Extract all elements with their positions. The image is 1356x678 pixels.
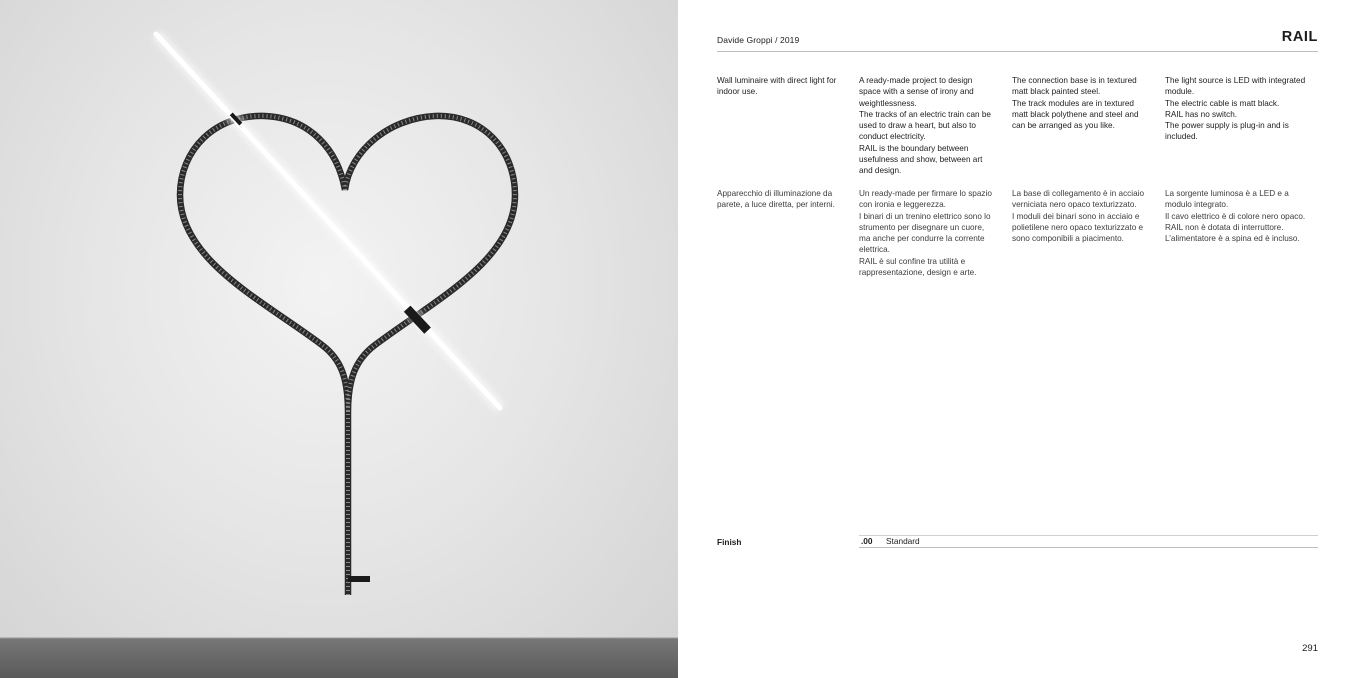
wall-base bbox=[348, 576, 370, 582]
floor bbox=[0, 638, 678, 678]
finish-value: Standard bbox=[886, 536, 920, 546]
italian-usage: Apparecchio di illuminazione da parete, a luce diretta, per interni. bbox=[717, 189, 835, 210]
italian-materials: La base di collegamento è in acciaio verniciata nero opaco texturizzato. I moduli dei binari sono in acciaio e polietilene nero opaco texturizzato e sono componibili a piacimento. bbox=[1012, 189, 1144, 244]
finish-code: .00 bbox=[861, 536, 873, 546]
english-concept: A ready-made project to design space with a sense of irony and weightlessness. The tracks of an electric train can be used to draw a heart, but also to conduct electricity. RAIL is the boundary between usefulness and show, between art and design. bbox=[859, 76, 991, 176]
header-divider bbox=[717, 51, 1318, 52]
author-year: Davide Groppi / 2019 bbox=[717, 35, 800, 45]
english-light-source: The light source is LED with integrated module. The electric cable is matt black. RAIL has no switch. The power supply is plug-in and is included. bbox=[1165, 76, 1306, 142]
page-number: 291 bbox=[1302, 643, 1318, 654]
product-title: RAIL bbox=[1281, 29, 1318, 45]
finish-divider-bottom bbox=[859, 547, 1318, 548]
italian-concept: Un ready-made per firmare lo spazio con ironia e leggerezza. I binari di un trenino elettrico sono lo strumento per disegnare un cuore, ma anche per condurre la corrente elettrica. RAIL è sul confine tra utilità e rappresentazione, design e arte. bbox=[859, 189, 992, 278]
english-materials: The connection base is in textured matt black painted steel. The track modules are in textured matt black polythene and steel and can be arranged as you like. bbox=[1012, 76, 1139, 131]
finish-label: Finish bbox=[717, 537, 742, 547]
italian-light-source: La sorgente luminosa è a LED e a modulo integrato. Il cavo elettrico è di colore nero opaco. RAIL non è dotata di interruttore. L’alimentatore è a spina ed è incluso. bbox=[1165, 189, 1306, 244]
english-usage: Wall luminaire with direct light for indoor use. bbox=[717, 76, 837, 97]
finish-divider-top bbox=[859, 535, 1318, 536]
text-page bbox=[678, 0, 1356, 678]
